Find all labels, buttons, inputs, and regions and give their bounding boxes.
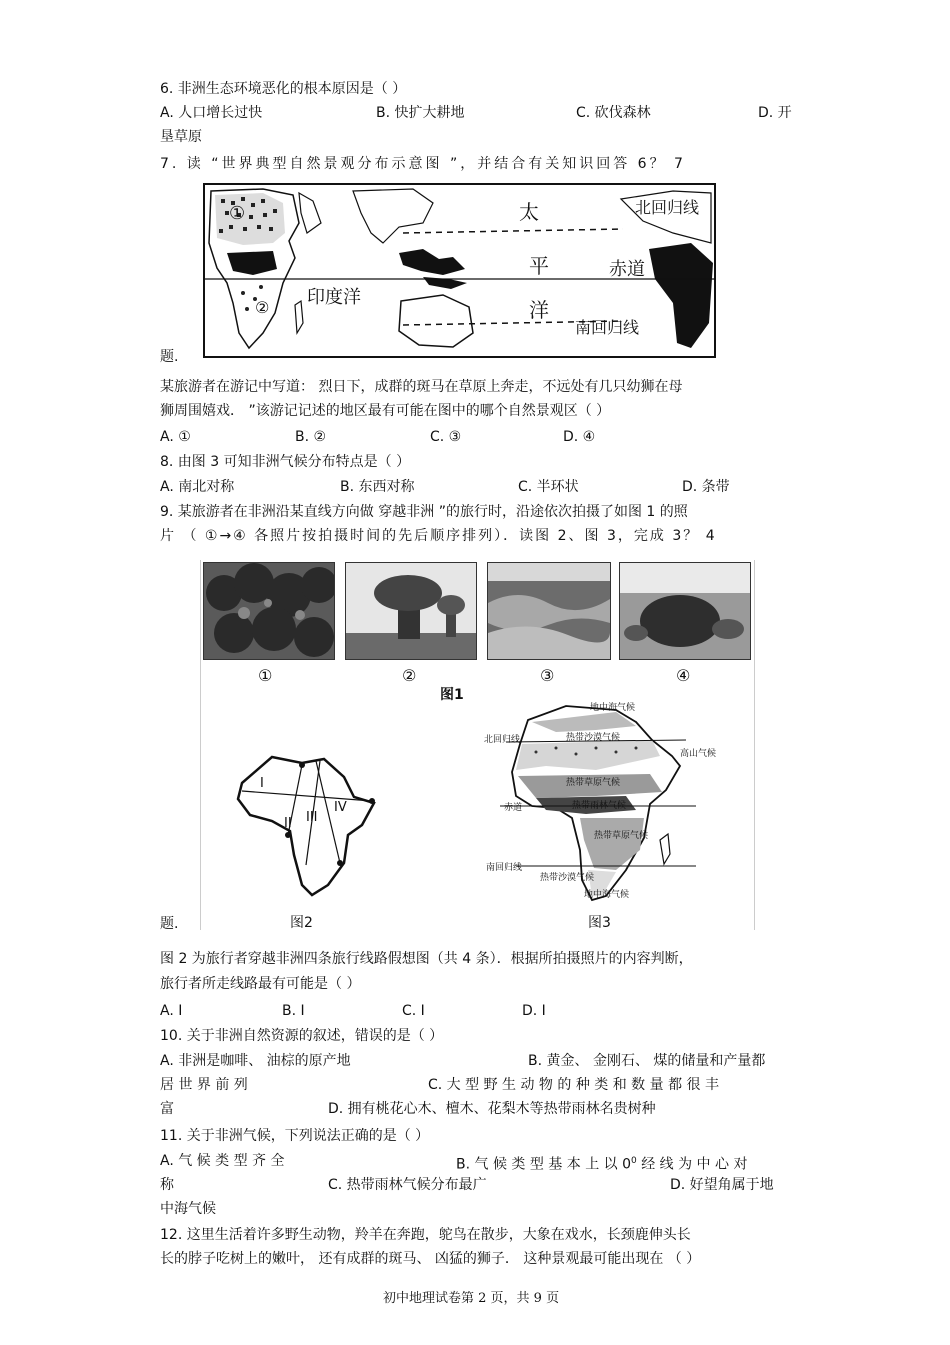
q11-option-a: A. 气 候 类 型 齐 全 (160, 1153, 285, 1169)
q10-option-c: C. 大 型 野 生 动 物 的 种 类 和 数 量 都 很 丰 (428, 1077, 719, 1093)
q7-tail: 题. (160, 349, 179, 365)
world-landscape-map (203, 183, 716, 358)
q11-option-d-cont: 中海气候 (160, 1201, 216, 1217)
q6-stem: 6. 非洲生态环境恶化的根本原因是（ ） (160, 81, 407, 97)
svg-text:①: ① (229, 203, 246, 224)
q6-option-a: A. 人口增长过快 (160, 105, 263, 121)
pacific-label-3: 洋 (529, 298, 549, 322)
photo-4-label: ④ (676, 666, 691, 685)
q12-line-2: 长的脖子吃树上的嫩叶， 还有成群的斑马、 凶猛的狮子． 这种景观最可能出现在 （ ） (160, 1251, 701, 1267)
q8-option-a: A. 南北对称 (160, 479, 235, 495)
route-IV-label: IV (334, 800, 347, 815)
q11-option-b-degree: 0 (631, 1156, 637, 1166)
svg-text:②: ② (255, 298, 270, 317)
photo-1-rainforest (203, 562, 335, 660)
q8-option-c: C. 半环状 (518, 479, 579, 495)
fig3-med-bottom: 地中海气候 (584, 890, 630, 900)
q11-option-b-cont: 称 (160, 1177, 174, 1193)
q9-option-d: D. Ⅰ (522, 1003, 546, 1019)
q10-option-d: D. 拥有桃花心木、檀木、花梨木等热带雨林名贵树种 (328, 1101, 656, 1117)
fig3-tropic-s: 南回归线 (486, 863, 523, 873)
q9-option-a: A. Ⅰ (160, 1003, 183, 1019)
q11-stem: 11. 关于非洲气候，下列说法正确的是（ ） (160, 1128, 430, 1144)
fig3-med-top: 地中海气候 (590, 703, 636, 713)
route-I-label: I (260, 776, 264, 791)
q11-option-c: C. 热带雨林气候分布最广 (328, 1177, 487, 1193)
q11-option-b (456, 1152, 747, 1174)
q6-option-b: B. 快扩大耕地 (376, 105, 465, 121)
q9-para1: 图 2 为旅行者穿越非洲四条旅行线路假想图（共 4 条）．根据所拍摄照片的内容判断， (160, 951, 693, 967)
photo-4-shrubland (619, 562, 751, 660)
photo-3-label: ③ (540, 666, 555, 685)
q8-option-b: B. 东西对称 (340, 479, 415, 495)
fig3-equator: 赤道 (504, 803, 523, 813)
q9-tail: 题. (160, 916, 179, 932)
equator-label: 赤道 (609, 259, 645, 280)
q7-stem: 7. 读 “世界典型自然景观分布示意图 ”，并结合有关知识回答 6？ 7 (160, 156, 686, 172)
q9-stem-1: 9. 某旅游者在非洲沿某直线方向做 穿越非洲 ”的旅行时，沿途依次拍摄了如图 1 的照 (160, 504, 688, 520)
q10-stem: 10. 关于非洲自然资源的叙述，错误的是（ ） (160, 1028, 444, 1044)
q6-option-c: C. 砍伐森林 (576, 105, 651, 121)
q10-option-a: A. 非洲是咖啡、 油棕的原产地 (160, 1053, 351, 1069)
pacific-label-2: 平 (529, 254, 549, 278)
route-III-label: III (306, 810, 318, 825)
figure-2-caption: 图2 (290, 915, 313, 931)
q9-option-c: C. Ⅰ (402, 1003, 425, 1019)
figure-2-africa-routes (232, 745, 382, 900)
q7-para1: 某旅游者在游记中写道： 烈日下，成群的斑马在草原上奔走，不远处有几只幼狮在母 (160, 379, 683, 395)
photo-2-label: ② (402, 666, 417, 685)
tropic-cancer-label: 北回归线 (635, 198, 700, 217)
fig3-tropic-n: 北回归线 (484, 735, 521, 745)
q12-line-1: 12. 这里生活着许多野生动物，羚羊在奔跑，鸵鸟在散步，大象在戏水，长颈鹿伸头长 (160, 1227, 691, 1243)
q6-option-d-cont: 垦草原 (160, 129, 202, 145)
photo-3-desert (487, 562, 611, 660)
q11-option-b-end: 经 线 为 中 心 对 (636, 1156, 748, 1173)
q9-para2: 旅行者所走线路最有可能是（ ） (160, 976, 361, 992)
q7-option-c: C. ③ (430, 429, 462, 445)
photo-1-label: ① (258, 666, 273, 685)
fig3-desert-s: 热带沙漠气候 (540, 873, 595, 883)
q6-option-d: D. 开 (758, 105, 792, 121)
q9-stem-2: 片 （ ①→④ 各照片按拍摄时间的先后顺序排列）．读图 2、图 3，完成 3？ 4 (160, 528, 717, 544)
q10-option-b: B. 黄金、 金刚石、 煤的储量和产量都 (528, 1053, 766, 1069)
q7-option-a: A. ① (160, 429, 191, 445)
fig3-desert-n: 热带沙漠气候 (566, 733, 621, 743)
figure-3-caption: 图3 (588, 915, 611, 931)
indian-ocean-label: 印度洋 (307, 287, 361, 308)
q10-option-c-cont: 富 (160, 1101, 174, 1117)
q10-option-b-cont: 居 世 界 前 列 (160, 1077, 248, 1093)
page-footer: 初中地理试卷第 2 页，共 9 页 (383, 1291, 560, 1306)
q11-option-d: D. 好望角属于地 (670, 1177, 774, 1193)
q7-option-d: D. ④ (563, 429, 596, 445)
route-II-label: II (284, 816, 292, 831)
q8-option-d: D. 条带 (682, 479, 730, 495)
pacific-label-1: 太 (519, 200, 539, 224)
q7-para2: 狮周围嬉戏． ”该游记记述的地区最有可能在图中的哪个自然景观区（ ） (160, 403, 611, 419)
q8-stem: 8. 由图 3 可知非洲气候分布特点是（ ） (160, 454, 411, 470)
q9-option-b: B. Ⅰ (282, 1003, 305, 1019)
fig3-highland: 高山气候 (680, 749, 717, 759)
fig3-savanna-n: 热带草原气候 (566, 778, 621, 788)
figure-1-caption: 图1 (440, 687, 464, 703)
q11-option-b-text: B. 气 候 类 型 基 本 上 以 0 (456, 1156, 632, 1173)
fig3-rainforest: 热带雨林气候 (572, 801, 627, 811)
tropic-capricorn-label: 南回归线 (575, 318, 640, 337)
photo-2-baobab (345, 562, 477, 660)
q7-option-b: B. ② (295, 429, 327, 445)
fig3-savanna-s: 热带草原气候 (594, 831, 649, 841)
